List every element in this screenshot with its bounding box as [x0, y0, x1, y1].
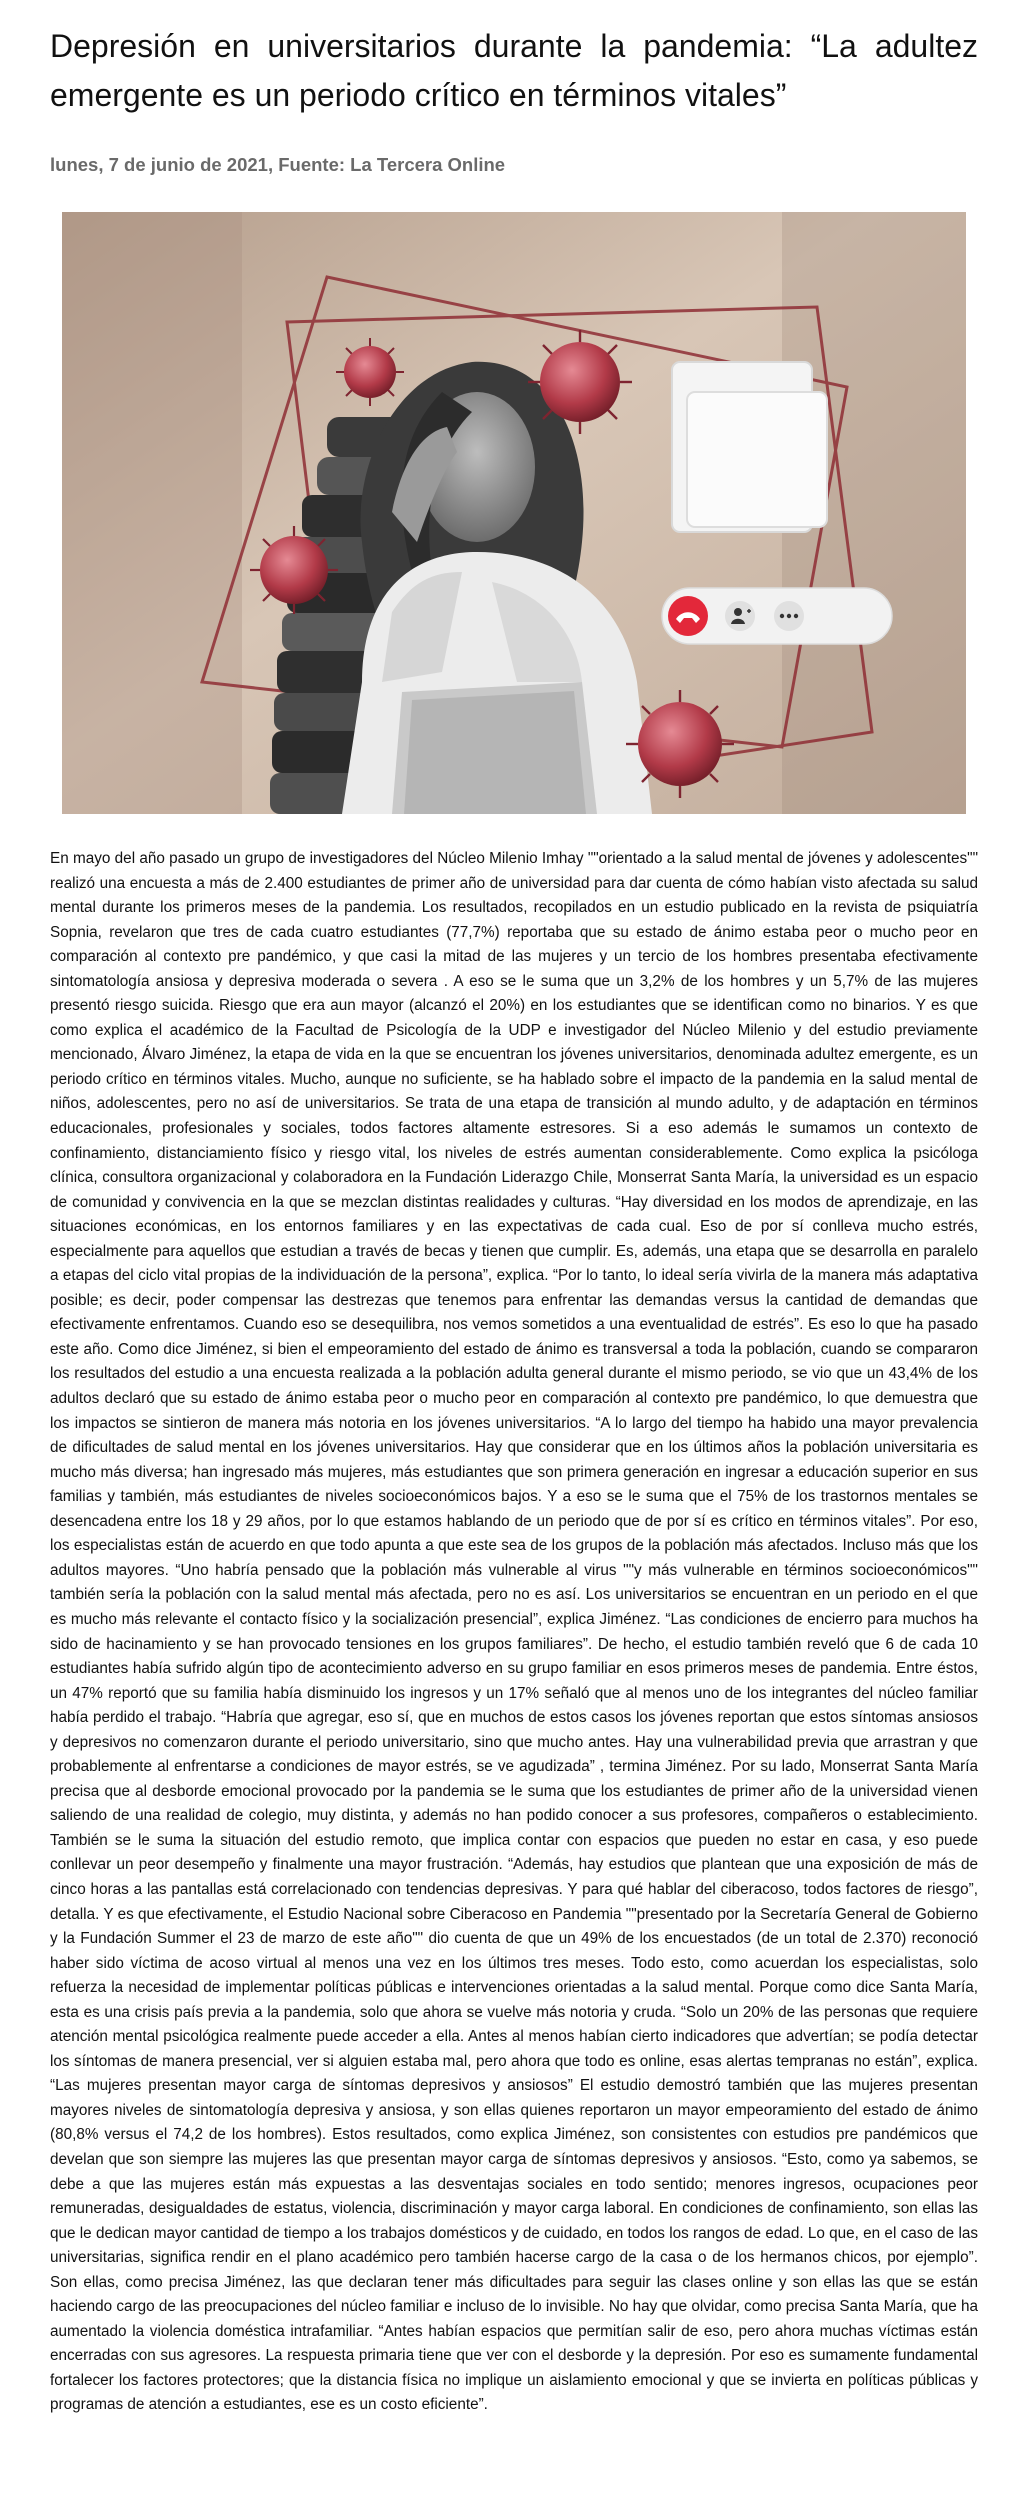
article-meta: lunes, 7 de junio de 2021, Fuente: La Tercera Online [50, 154, 506, 175]
article-illustration [62, 212, 966, 814]
virus-icon [626, 690, 734, 798]
add-user-icon [725, 601, 755, 631]
more-options-icon [774, 601, 804, 631]
hang-up-phone-icon [668, 596, 708, 636]
article-title: Depresión en universitarios durante la pandemia: “La adultez emergente es un periodo crítico en términos vitales” [50, 28, 978, 113]
laptop-icon [392, 682, 597, 814]
virus-icon [336, 338, 404, 406]
virus-icon [250, 526, 338, 614]
virus-icon [528, 330, 632, 434]
article-body: En mayo del año pasado un grupo de investigadores del Núcleo Milenio Imhay ""orientado a la salud mental de jóvenes y adolescentes"" realizó una encuesta a más de 2.400 estudiantes de primer año de universidad para dar cuenta de cómo habían visto afectada su salud mental durante los primeros meses de la pandemia. Los resultados, recopilados en un estudio publicado en la revista de psiquiatría Sopnia, revelaron que tres de cada cuatro estudiantes (77,7%) reportaba que su estado de ánimo estaba peor o mucho peor en comparación al contexto pre pandémico, y que casi la mitad de las mujeres y un tercio de los hombres presentaba efectivamente sintomatología ansiosa y depresiva moderada o severa . A eso se le suma que un 3,2% de los hombres y un 5,7% de las mujeres presentó riesgo suicida. Riesgo que era aun mayor (alcanzó el 20%) en los estudiantes que se identifican como no binarios. Y es que como explica el académico de la Facultad de Psicología de la UDP e investigador del Núcleo Milenio y del estudio previamente mencionado, Álvaro Jiménez, la etapa de vida en la que se encuentran los jóvenes universitarios, denominada adultez emergente, es un periodo crítico en términos vitales. Mucho, aunque no suficiente, se ha hablado sobre el impacto de la pandemia en la salud mental de niños, adolescentes, pero no así de universitarios. Se trata de una etapa de transición al mundo adulto, y de adaptación en términos educacionales, profesionales y sociales, todos factores altamente estresores. Si a eso además le sumamos un contexto de confinamiento, distanciamiento físico y riesgo vital, los niveles de estrés aumentan considerablemente. Como explica la psicóloga clínica, consultora organizacional y colaboradora en la Fundación Liderazgo Chile, Monserrat Santa María, la universidad es un espacio de comunidad y convivencia en la que se mezclan distintas realidades y culturas. “Hay diversidad en los modos de aprendizaje, en las situaciones económicas, en los entornos familiares y en las expectativas de cada cual. Eso de por sí conlleva mucho estrés, especialmente para aquellos que estudian a través de becas y tienen que cumplir. Es, además, una etapa que se desarrolla en paralelo a etapas del ciclo vital propias de la individuación de la persona”, explica. “Por lo tanto, lo ideal sería vivirla de la manera más adaptativa posible; es decir, poder compensar las destrezas que tenemos para enfrentar las demandas versus la cantidad de demandas que efectivamente enfrentamos. Cuando eso se desequilibra, nos vemos sometidos a una eventualidad de estrés”. Es eso lo que ha pasado este año. Como dice Jiménez, si bien el empeoramiento del estado de ánimo es transversal a toda la población, cuando se compararon los resultados del estudio a una encuesta realizada a la población adulta general durante el mismo periodo, se vio que un 43,4% de los adultos declaró que su estado de ánimo estaba peor o mucho peor en comparación al contexto pre pandémico, lo que demuestra que los impactos se sintieron de manera más notoria en los jóvenes universitarios. “A lo largo del tiempo ha habido una mayor prevalencia de dificultades de salud mental en los jóvenes universitarios. Hay que considerar que en los últimos años la población universitaria es mucho más diversa; han ingresado más mujeres, más estudiantes que son primera generación en ingresar a educación superior en sus familias y también, más estudiantes de niveles socioeconómicos bajos. Y a eso se le suma que el 75% de los trastornos mentales se desencadena entre los 18 y 29 años, por lo que estamos hablando de un periodo que de por sí es crítico en términos vitales”. Por eso, los especialistas están de acuerdo en que todo apunta a que este sea de los grupos de la población más afectados. Incluso más que los adultos mayores. “Uno habría pensado que la población más vulnerable al virus ""y más vulnerable en términos socioeconómicos"" también sería la población con la salud mental más afectada, pero no es así. Los universitarios se encuentran en un periodo en el que es mucho más relevante el contacto físico y la socialización presencial”, explica Jiménez. “Las condiciones de encierro para muchos ha sido de hacinamiento y se han provocado tensiones en los grupos familiares”. De hecho, el estudio también reveló que 6 de cada 10 estudiantes había sufrido algún tipo de acontecimiento adverso en su grupo familiar en esos primeros meses de pandemia. Entre éstos, un 47% reportó que su familia había disminuido los ingresos y un 17% señaló que al menos uno de los integrantes del núcleo familiar había perdido el trabajo. “Habría que agregar, eso sí, que en muchos de estos casos los jóvenes reportan que estos síntomas ansiosos y depresivos no comenzaron durante el periodo universitario, sino que mucho antes. Hay una vulnerabilidad previa que arrastran y que probablemente al enfrentarse a condiciones de mayor estrés, se ve agudizada” , termina Jiménez. Por su lado, Monserrat Santa María precisa que al desborde emocional provocado por la pandemia se le suma que los estudiantes de primer año de la universidad vienen saliendo de una realidad de colegio, muy distinta, y además no han podido conocer a sus profesores, compañeros o establecimiento. También se le suma la situación del estudio remoto, que implica contar con espacios que pueden no estar en casa, y eso puede conllevar un peor desempeño y finalmente una mayor frustración. “Además, hay estudios que plantean que una exposición de más de cinco horas a las pantallas está correlacionado con tendencias depresivas. Y para qué hablar del ciberacoso, todos factores de riesgo”, detalla. Y es que efectivamente, el Estudio Nacional sobre Ciberacoso en Pandemia ""presentado por la Secretaría General de Gobierno y la Fundación Summer el 23 de marzo de este año"" dio cuenta de que un 49% de los encuestados (de un total de 2.370) reconoció haber sido víctima de acoso virtual al menos una vez en los últimos tres meses. Todo esto, como acuerdan los especialistas, solo refuerza la necesidad de implementar políticas públicas e intervenciones orientadas a la salud mental. Porque como dice Santa María, esta es una crisis país previa a la pandemia, solo que ahora se vuelve más notoria y cruda. “Solo un 20% de las personas que requiere atención mental psicológica realmente puede acceder a ella. Antes al menos habían cierto indicadores que advertían; se podía detectar los síntomas de manera presencial, ver si alguien estaba mal, pero ahora que todo es online, esas alertas tempranas no están”, explica. “Las mujeres presentan mayor carga de síntomas depresivos y ansiosos” El estudio demostró también que las mujeres presentan mayores niveles de sintomatología depresiva y ansiosa, y son ellas quienes reportaron un mayor empeoramiento del estado de ánimo (80,8% versus el 74,2 de los hombres). Estos resultados, como explica Jiménez, son consistentes con estudios pre pandémicos que develan que son siempre las mujeres las que presentan mayor carga de síntomas depresivos y ansiosos. “Esto, como ya sabemos, se debe a que las mujeres están más expuestas a las desventajas sociales en todo sentido; menores ingresos, ocupaciones peor remuneradas, desigualdades de estatus, violencia, discriminación y mayor carga laboral. En condiciones de confinamiento, son ellas las que le dedican mayor cantidad de tiempo a los trabajos domésticos y de cuidado, en todos los rangos de edad. Lo que, en el caso de las universitarias, significa rendir en el plano académico pero también hacerse cargo de la casa o de los hermanos chicos, por ejemplo”. Son ellas, como precisa Jiménez, las que declaran tener más dificultades para seguir las clases online y son ellas las que se están haciendo cargo de las preocupaciones del núcleo familiar e incluso de lo invisible. No hay que olvidar, como precisa Santa María, que ha aumentado la violencia doméstica intrafamiliar. “Antes habían espacios que permitían salir de eso, pero ahora muchas víctimas están encerradas con sus agresores. La respuesta primaria tiene que ver con el desborde y la depresión. Por eso es sumamente fundamental fortalecer los factores protectores; que la distancia física no implique un aislamiento emocional y que se invierta en políticas públicas y programas de atención a estudiantes, ese es un costo eficiente”. [50, 850, 978, 2414]
